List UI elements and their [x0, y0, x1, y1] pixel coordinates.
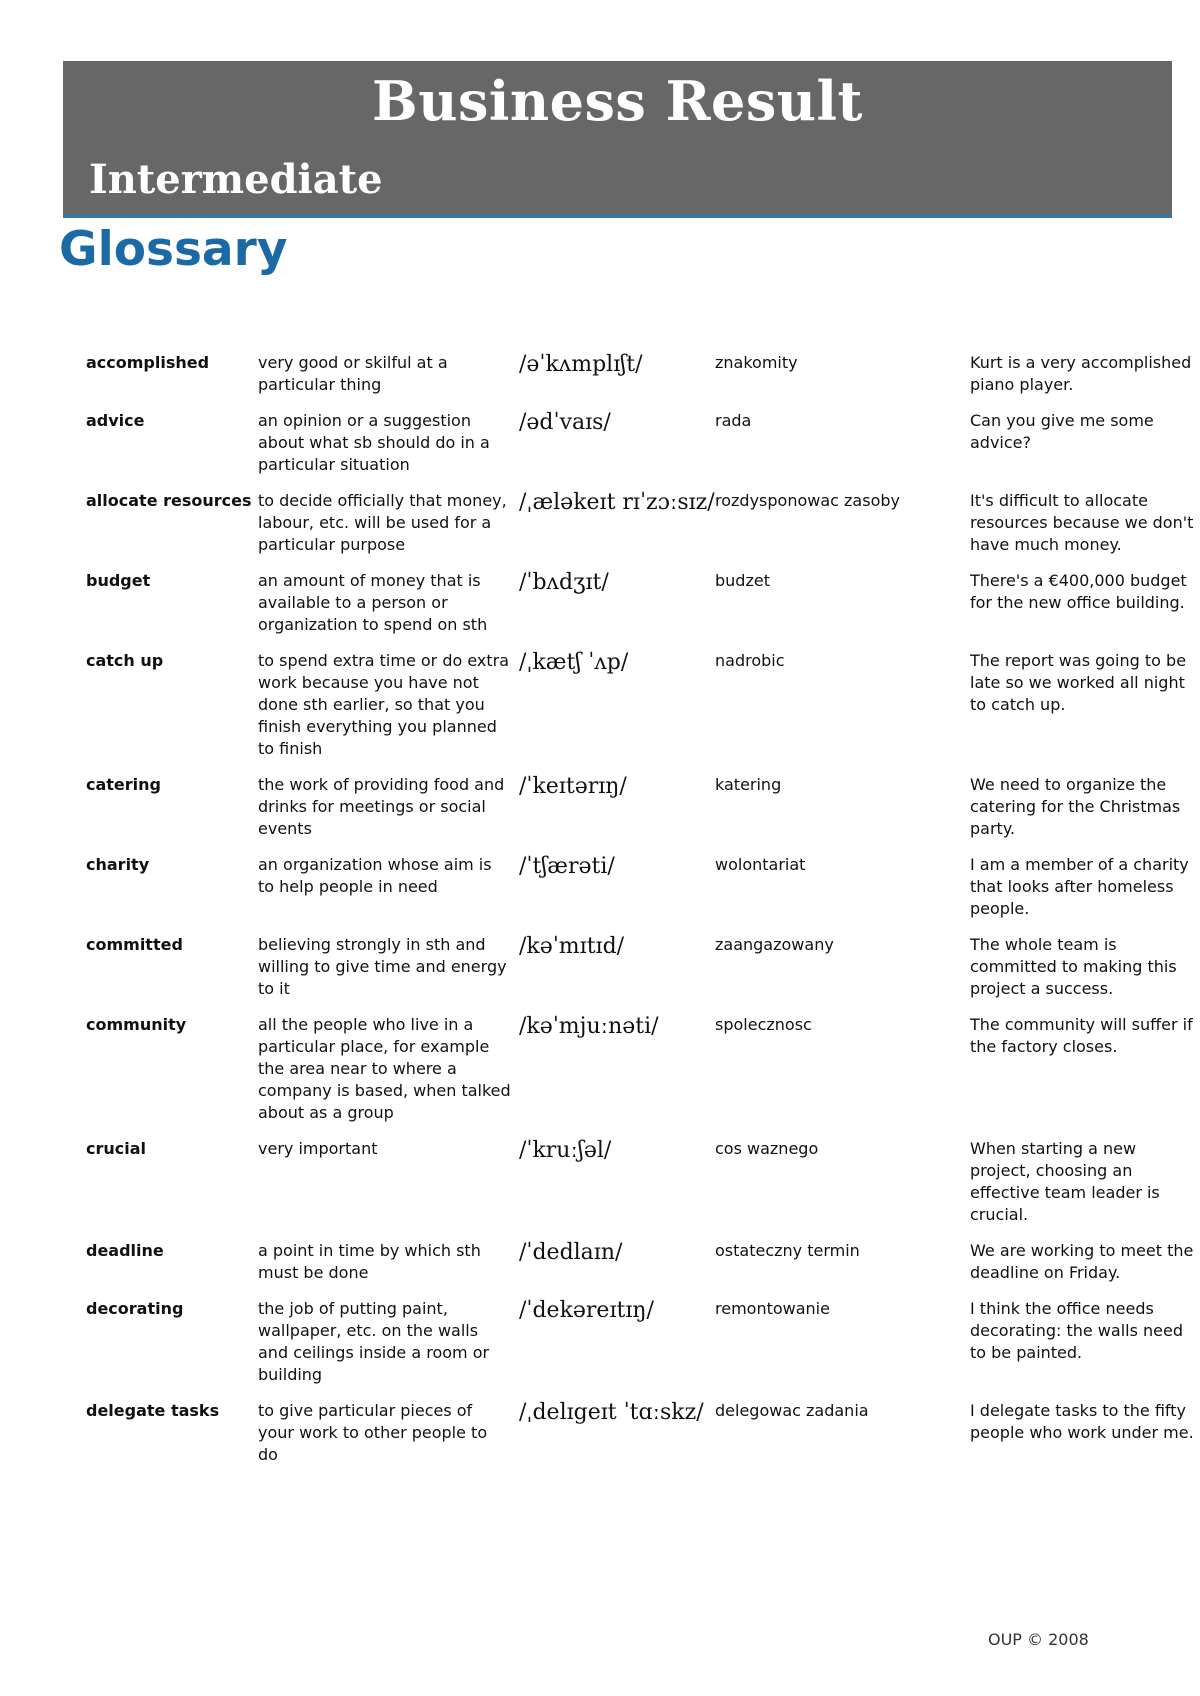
- glossary-term: committed: [86, 935, 183, 954]
- glossary-term: allocate resources: [86, 491, 252, 510]
- table-row: [86, 1014, 1198, 1138]
- table-row: [86, 934, 1198, 1014]
- glossary-definition: an opinion or a suggestion about what sb should do in a particular situation: [258, 411, 490, 474]
- glossary-term: advice: [86, 411, 145, 430]
- glossary-pronunciation: /kəˈmjuːnəti/: [519, 1014, 659, 1039]
- table-row: [86, 854, 1198, 934]
- glossary-pronunciation: /kəˈmɪtɪd/: [519, 934, 625, 959]
- glossary-translation: zaangazowany: [715, 935, 834, 954]
- glossary-pronunciation: /ˈtʃærəti/: [519, 854, 615, 879]
- glossary-definition: an organization whose aim is to help people in need: [258, 855, 492, 896]
- glossary-term: catch up: [86, 651, 164, 670]
- glossary-pronunciation: /ˈkeɪtərɪŋ/: [519, 774, 627, 799]
- table-row: [86, 1400, 1198, 1480]
- glossary-translation: budzet: [715, 571, 770, 590]
- glossary-example: I am a member of a charity that looks after homeless people.: [970, 855, 1189, 918]
- glossary-translation: cos waznego: [715, 1139, 819, 1158]
- table-row: [86, 570, 1198, 650]
- glossary-pronunciation: /ˈbʌdʒɪt/: [519, 570, 609, 595]
- glossary-example: The community will suffer if the factory closes.: [970, 1015, 1193, 1056]
- table-row: [86, 774, 1198, 854]
- glossary-term: deadline: [86, 1241, 164, 1260]
- glossary-definition: very good or skilful at a particular thing: [258, 353, 448, 394]
- glossary-definition: all the people who live in a particular place, for example the area near to where a company is based, when talked about as a group: [258, 1015, 511, 1122]
- glossary-example: I delegate tasks to the fifty people who work under me.: [970, 1401, 1194, 1442]
- glossary-definition: the work of providing food and drinks for meetings or social events: [258, 775, 505, 838]
- glossary-example: There's a €400,000 budget for the new office building.: [970, 571, 1187, 612]
- book-level: Intermediate: [89, 156, 383, 203]
- glossary-pronunciation: /ˈdedlaɪn/: [519, 1240, 623, 1265]
- glossary-term: budget: [86, 571, 151, 590]
- glossary-example: Can you give me some advice?: [970, 411, 1154, 452]
- glossary-pronunciation: /ˈkruːʃəl/: [519, 1138, 612, 1163]
- table-row: [86, 650, 1198, 774]
- glossary-example: It's difficult to allocate resources because we don't have much money.: [970, 491, 1194, 554]
- glossary-term: community: [86, 1015, 187, 1034]
- table-row: [86, 1240, 1198, 1298]
- table-row: [86, 1298, 1198, 1400]
- glossary-pronunciation: /ˌdelɪgeɪt ˈtɑːskz/: [519, 1400, 704, 1425]
- table-row: [86, 1138, 1198, 1240]
- copyright-footer: OUP © 2008: [988, 1630, 1089, 1649]
- glossary-definition: the job of putting paint, wallpaper, etc. on the walls and ceilings inside a room or building: [258, 1299, 490, 1384]
- glossary-example: The report was going to be late so we worked all night to catch up.: [970, 651, 1187, 714]
- page-heading: Glossary: [59, 222, 288, 277]
- glossary-example: We need to organize the catering for the Christmas party.: [970, 775, 1181, 838]
- glossary-table: [86, 352, 1198, 1480]
- glossary-translation: katering: [715, 775, 782, 794]
- glossary-definition: to spend extra time or do extra work because you have not done sth earlier, so that you finish everything you planned to finish: [258, 651, 510, 758]
- table-row: [86, 490, 1198, 570]
- glossary-term: crucial: [86, 1139, 147, 1158]
- glossary-translation: nadrobic: [715, 651, 785, 670]
- glossary-example: The whole team is committed to making this project a success.: [970, 935, 1177, 998]
- glossary-pronunciation: /əˈkʌmplɪʃt/: [519, 352, 643, 377]
- glossary-term: charity: [86, 855, 150, 874]
- glossary-term: catering: [86, 775, 161, 794]
- glossary-definition: an amount of money that is available to a person or organization to spend on sth: [258, 571, 488, 634]
- glossary-definition: to give particular pieces of your work to other people to do: [258, 1401, 488, 1464]
- glossary-example: Kurt is a very accomplished piano player.: [970, 353, 1192, 394]
- glossary-term: decorating: [86, 1299, 184, 1318]
- glossary-translation: wolontariat: [715, 855, 806, 874]
- header-banner: [63, 61, 1172, 218]
- table-row: [86, 410, 1198, 490]
- table-row: [86, 352, 1198, 410]
- glossary-translation: delegowac zadania: [715, 1401, 869, 1420]
- glossary-pronunciation: /ədˈvaɪs/: [519, 410, 611, 435]
- glossary-pronunciation: /ˌæləkeɪt rɪˈzɔːsɪz/: [519, 490, 715, 515]
- glossary-example: When starting a new project, choosing an effective team leader is crucial.: [970, 1139, 1160, 1224]
- glossary-translation: rada: [715, 411, 752, 430]
- glossary-example: We are working to meet the deadline on Friday.: [970, 1241, 1194, 1282]
- glossary-pronunciation: /ˈdekəreɪtɪŋ/: [519, 1298, 654, 1323]
- glossary-translation: remontowanie: [715, 1299, 830, 1318]
- book-title: Business Result: [372, 69, 863, 133]
- glossary-term: accomplished: [86, 353, 210, 372]
- glossary-term: delegate tasks: [86, 1401, 220, 1420]
- glossary-definition: to decide officially that money, labour, etc. will be used for a particular purpose: [258, 491, 507, 554]
- glossary-translation: spolecznosc: [715, 1015, 812, 1034]
- glossary-definition: believing strongly in sth and willing to give time and energy to it: [258, 935, 507, 998]
- glossary-translation: rozdysponowac zasoby: [715, 491, 900, 510]
- glossary-translation: znakomity: [715, 353, 798, 372]
- glossary-example: I think the office needs decorating: the walls need to be painted.: [970, 1299, 1183, 1362]
- glossary-definition: a point in time by which sth must be done: [258, 1241, 481, 1282]
- glossary-definition: very important: [258, 1139, 378, 1158]
- glossary-translation: ostateczny termin: [715, 1241, 860, 1260]
- glossary-pronunciation: /ˌkætʃ ˈʌp/: [519, 650, 629, 675]
